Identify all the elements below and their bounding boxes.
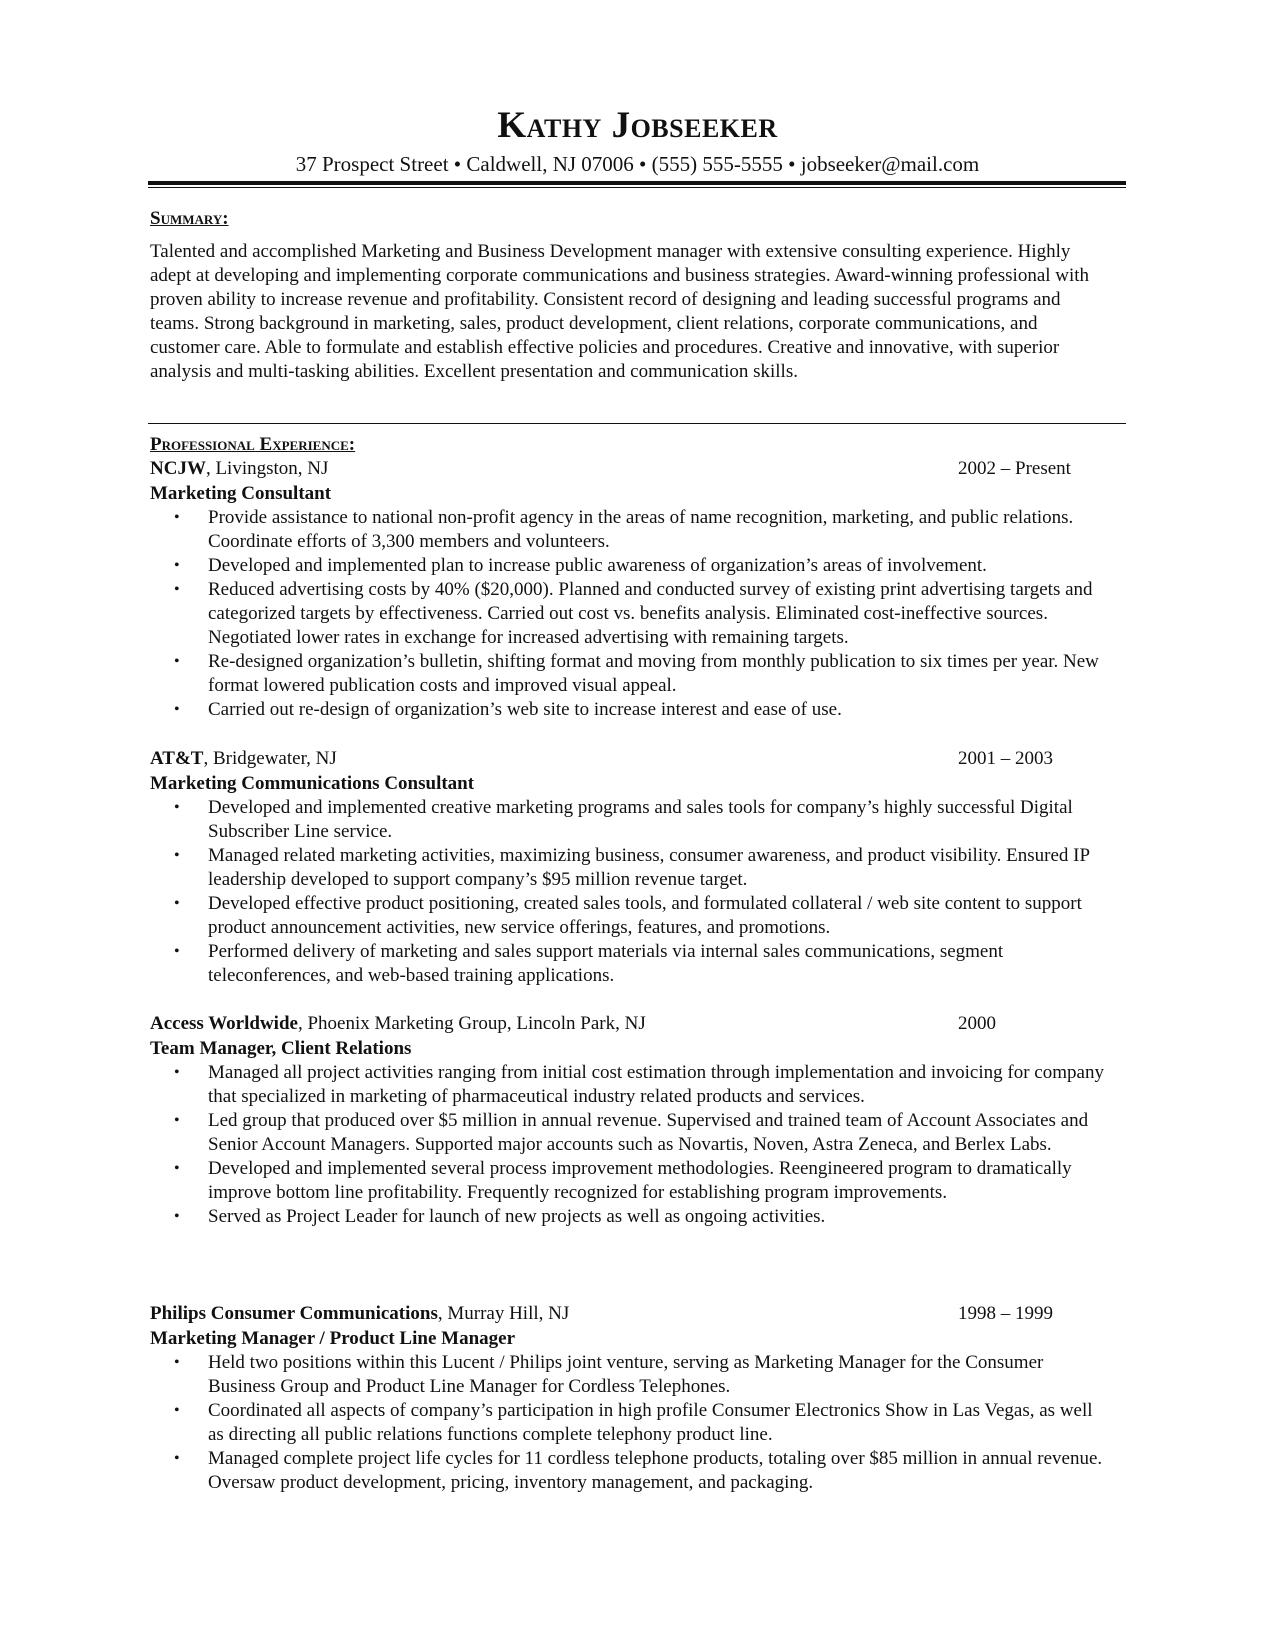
bullet-item	[150, 1157, 1110, 1205]
job-title: Marketing Consultant	[150, 483, 332, 504]
bullet-dot-icon: •	[174, 1208, 180, 1225]
contact-line: 37 Prospect Street • Caldwell, NJ 07006 • (555) 555-5555 • jobseeker@mail.com	[295, 152, 980, 176]
job-location: , Phoenix Marketing Group, Lincoln Park, NJ	[297, 1013, 646, 1034]
header-rule-thin	[148, 187, 1126, 188]
job-bullets	[150, 506, 1110, 722]
bullet-text: Managed all project activities ranging from initial cost estimation through implementation and invoicing for company that specialized in marketing of pharmaceutical industry related products and services.	[208, 1062, 1104, 1107]
job-title: Marketing Manager / Product Line Manager	[150, 1328, 515, 1349]
bullet-item	[150, 506, 1110, 554]
bullet-item	[150, 1205, 1110, 1229]
job-header	[150, 457, 1110, 482]
bullet-text: Re-designed organization’s bulletin, shifting format and moving from monthly publication to six times per year. New format lowered publication costs and improved visual appeal.	[208, 651, 1099, 696]
bullet-text: Developed and implemented plan to increase public awareness of organization’s areas of involvement.	[208, 555, 987, 576]
bullet-dot-icon: •	[174, 1450, 180, 1467]
job-header	[150, 747, 1110, 772]
bullet-text: Held two positions within this Lucent / Philips joint venture, serving as Marketing Manager for the Consumer Business Group and Product Line Manager for Cordless Telephones.	[208, 1352, 1044, 1397]
job-header	[150, 1012, 1110, 1037]
bullet-text: Led group that produced over $5 million in annual revenue. Supervised and trained team of Account Associates and Senior Account Managers. Supported major accounts such as Novartis, Noven, Astra Zeneca, and Berlex Labs.	[208, 1110, 1089, 1155]
bullet-item	[150, 892, 1110, 940]
bullet-dot-icon: •	[174, 557, 180, 574]
bullet-item	[150, 940, 1110, 988]
job-entry	[150, 747, 1110, 988]
job-location: , Murray Hill, NJ	[437, 1303, 570, 1324]
bullet-text: Served as Project Leader for launch of new projects as well as ongoing activities.	[208, 1206, 826, 1227]
job-dates: 2002 – Present	[958, 458, 1071, 479]
experience-heading: Professional Experience:	[150, 434, 356, 455]
bullet-dot-icon: •	[174, 1064, 180, 1081]
bullet-dot-icon: •	[174, 509, 180, 526]
bullet-text: Coordinated all aspects of company’s participation in high profile Consumer Electronics Show in Las Vegas, as well as directing all public relations functions complete telephony product line.	[208, 1400, 1093, 1445]
bullet-item	[150, 796, 1110, 844]
bullet-dot-icon: •	[174, 895, 180, 912]
bullet-text: Reduced advertising costs by 40% ($20,000). Planned and conducted survey of existing print advertising targets and categorized targets by effectiveness. Carried out cost vs. benefits analysis. Eliminated cost-ineffective sources. Negotiated lower rates in exchange for increased advertising with remaining targets.	[208, 579, 1093, 648]
job-entry	[150, 1012, 1110, 1229]
job-entry	[150, 457, 1110, 722]
job-dates: 1998 – 1999	[958, 1303, 1053, 1324]
bullet-dot-icon: •	[174, 581, 180, 598]
bullet-item	[150, 1109, 1110, 1157]
bullet-item	[150, 1447, 1110, 1495]
bullet-item	[150, 1061, 1110, 1109]
bullet-dot-icon: •	[174, 701, 180, 718]
bullet-dot-icon: •	[174, 1112, 180, 1129]
summary-text: Talented and accomplished Marketing and Business Development manager with extensive consulting experience. Highly adept at developing and implementing corporate communications and business strategies. Award-winning professional with proven ability to increase revenue and profitability. Consistent record of designing and leading successful programs and teams. Strong background in marketing, sales, product development, client relations, corporate communications, and customer care. Able to formulate and establish effective policies and procedures. Creative and innovative, with superior analysis and multi-tasking abilities. Excellent presentation and communication skills.	[150, 241, 1090, 382]
job-header	[150, 1302, 1110, 1327]
job-title: Team Manager, Client Relations	[150, 1038, 412, 1059]
bullet-item	[150, 1399, 1110, 1447]
job-company: Access Worldwide	[150, 1013, 298, 1034]
job-bullets	[150, 1351, 1110, 1495]
bullet-item	[150, 650, 1110, 698]
bullet-dot-icon: •	[174, 847, 180, 864]
bullet-text: Developed effective product positioning, created sales tools, and formulated collateral / web site content to support product announcement activities, new service offerings, features, and promotions.	[208, 893, 1082, 938]
bullet-dot-icon: •	[174, 1354, 180, 1371]
bullet-item	[150, 1351, 1110, 1399]
bullet-dot-icon: •	[174, 1160, 180, 1177]
bullet-text: Performed delivery of marketing and sales support materials via internal sales communications, segment teleconferences, and web-based training applications.	[208, 941, 1004, 986]
job-bullets	[150, 796, 1110, 988]
bullet-item	[150, 698, 1110, 722]
bullet-text: Managed related marketing activities, maximizing business, consumer awareness, and product visibility. Ensured IP leadership developed to support company’s $95 million revenue target.	[208, 845, 1090, 890]
bullet-text: Developed and implemented several process improvement methodologies. Reengineered program to dramatically improve bottom line profitability. Frequently recognized for establishing program improvements.	[208, 1158, 1072, 1203]
job-company: NCJW	[150, 458, 206, 479]
bullet-dot-icon: •	[174, 1402, 180, 1419]
bullet-dot-icon: •	[174, 943, 180, 960]
job-company: AT&T	[150, 748, 204, 769]
section-divider	[148, 423, 1126, 424]
applicant-name: Kathy Jobseeker	[497, 105, 778, 146]
job-dates: 2000	[958, 1013, 996, 1034]
job-company: Philips Consumer Communications	[150, 1303, 438, 1324]
header-rule-thick	[148, 181, 1126, 185]
bullet-text: Managed complete project life cycles for 11 cordless telephone products, totaling over $85 million in annual revenue. Oversaw product development, pricing, inventory management, and packaging.	[208, 1448, 1103, 1493]
job-bullets	[150, 1061, 1110, 1229]
bullet-dot-icon: •	[174, 653, 180, 670]
bullet-item	[150, 578, 1110, 650]
job-dates: 2001 – 2003	[958, 748, 1053, 769]
summary-heading: Summary:	[150, 208, 229, 229]
job-location: , Livingston, NJ	[205, 458, 329, 479]
bullet-dot-icon: •	[174, 799, 180, 816]
job-title: Marketing Communications Consultant	[150, 773, 475, 794]
bullet-item	[150, 844, 1110, 892]
bullet-text: Developed and implemented creative marketing programs and sales tools for company’s highly successful Digital Subscriber Line service.	[208, 797, 1073, 842]
bullet-text: Provide assistance to national non-profit agency in the areas of name recognition, marketing, and public relations. Coordinate efforts of 3,300 members and volunteers.	[208, 507, 1074, 552]
job-entry	[150, 1302, 1110, 1495]
bullet-text: Carried out re-design of organization’s web site to increase interest and ease of use.	[208, 699, 842, 720]
job-location: , Bridgewater, NJ	[203, 748, 337, 769]
bullet-item	[150, 554, 1110, 578]
